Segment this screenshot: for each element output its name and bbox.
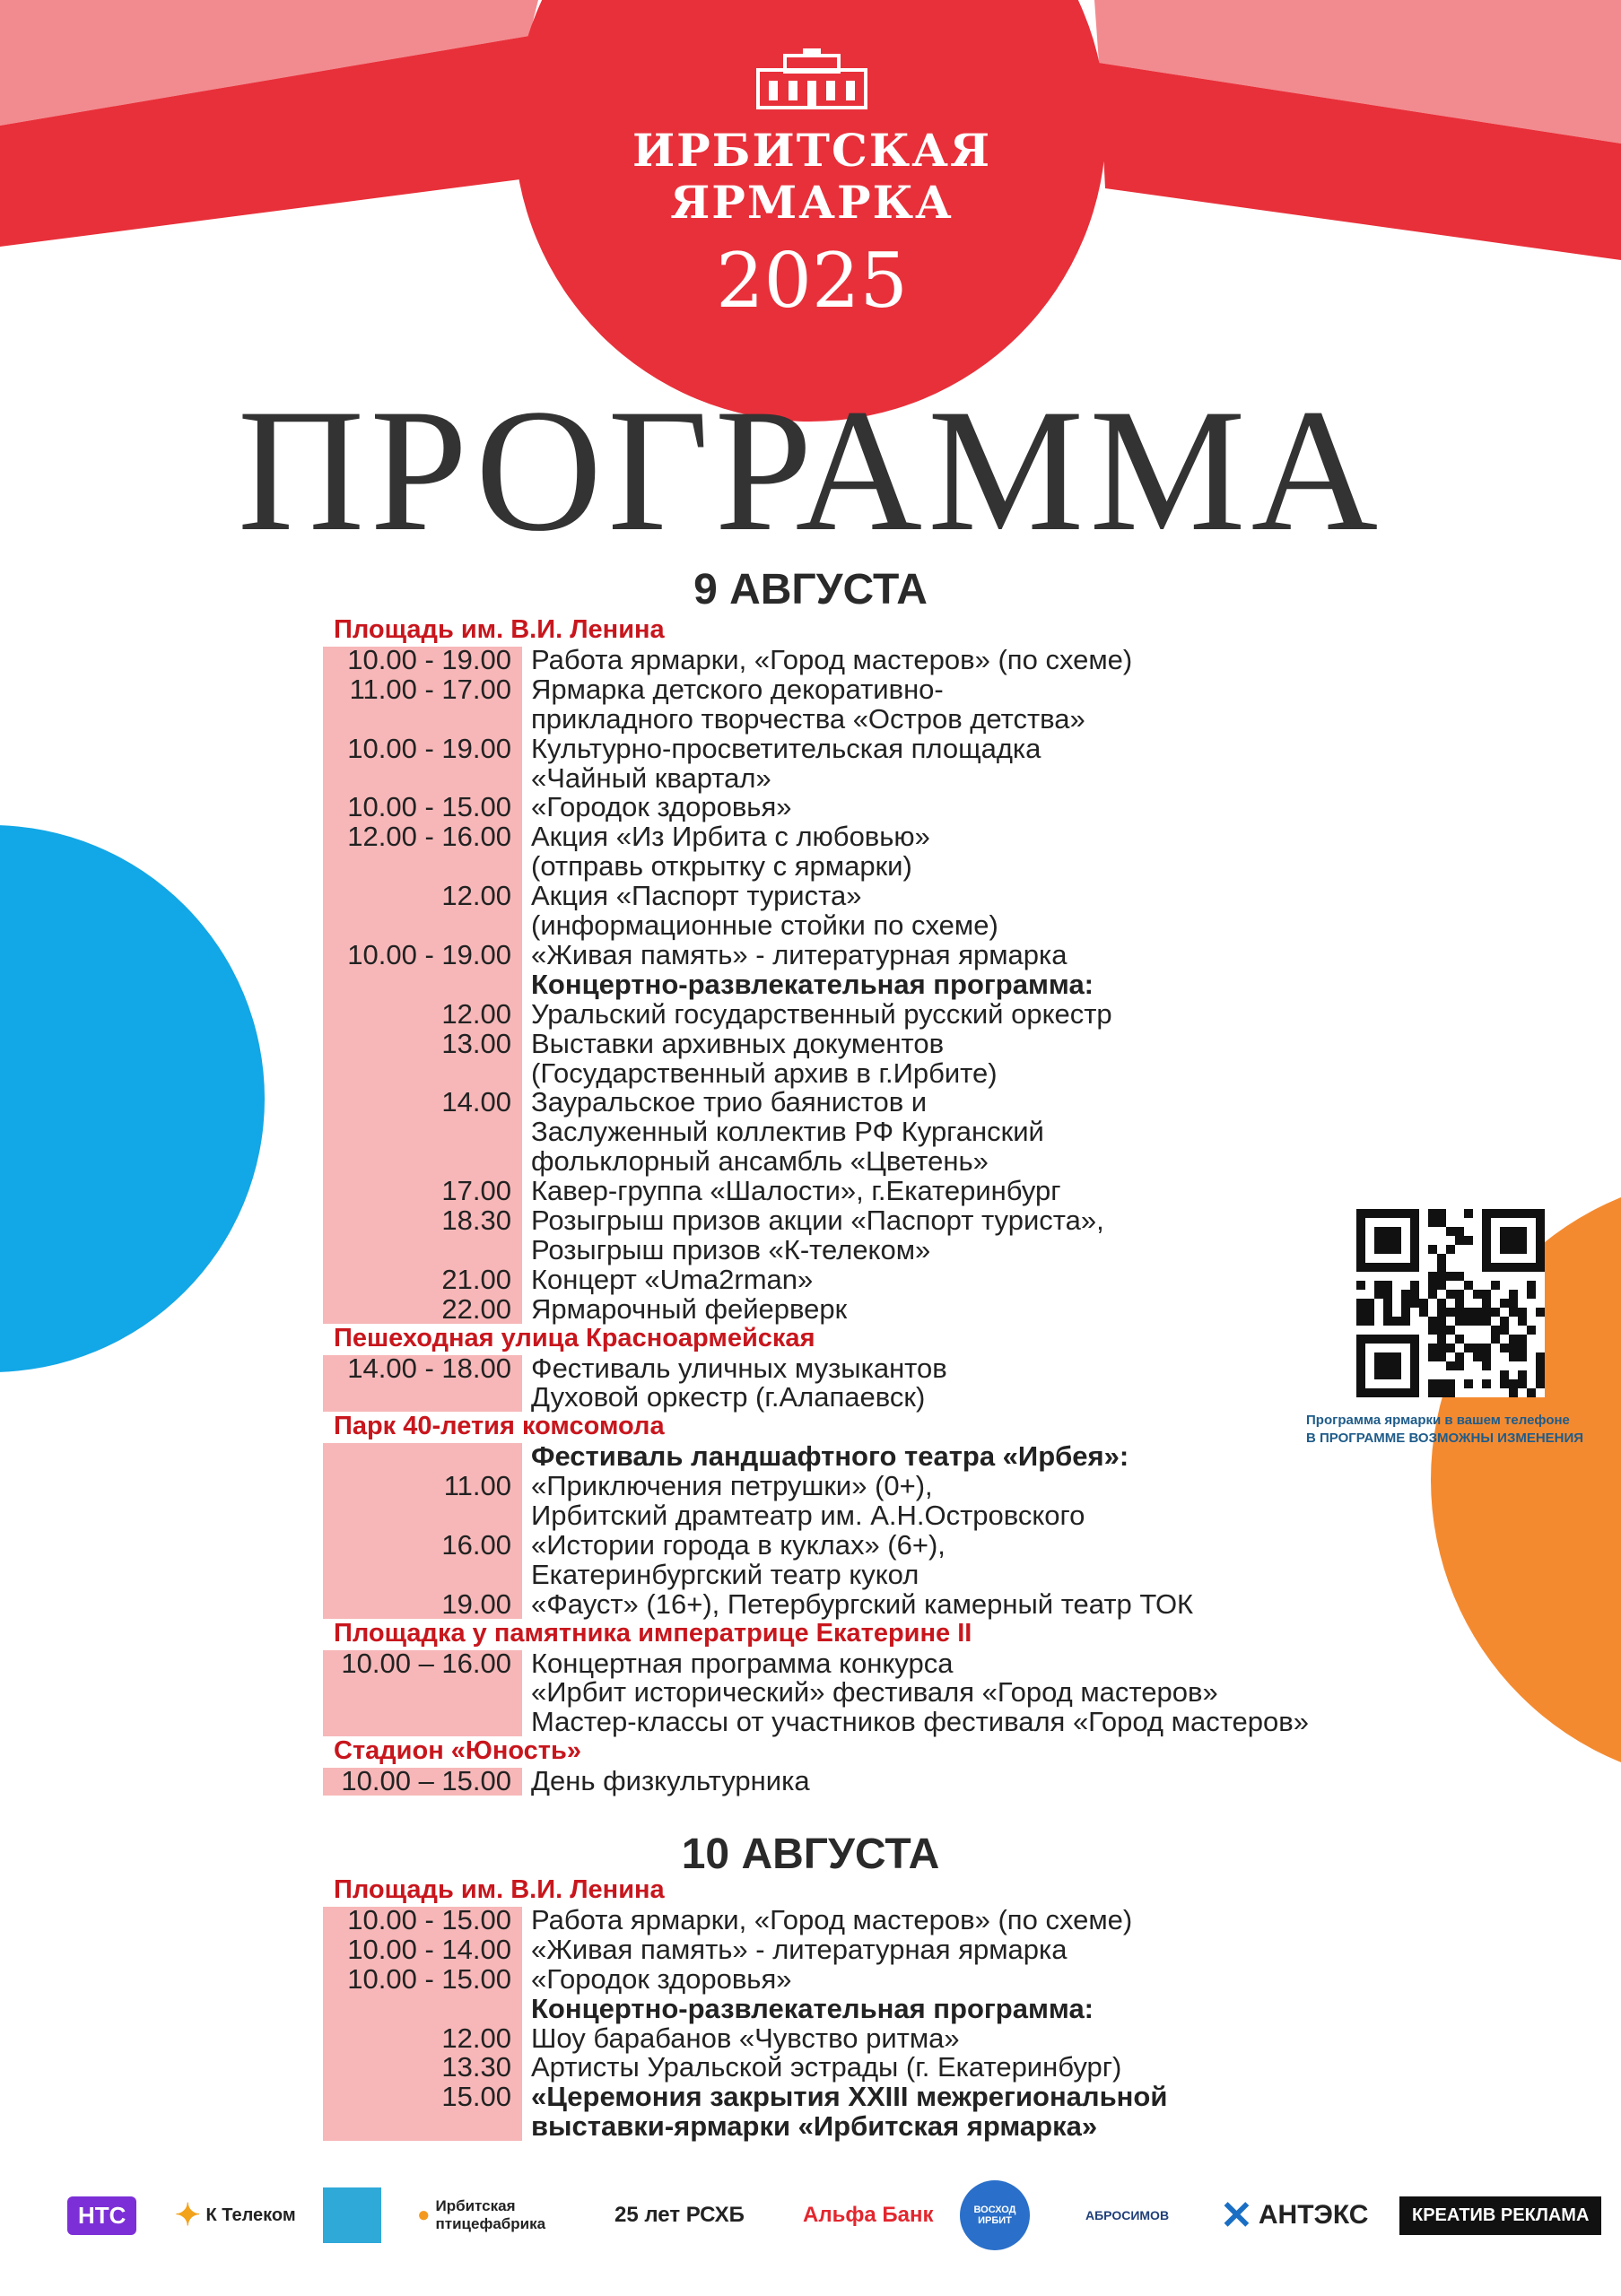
event-description: Мастер-классы от участников фестиваля «Город мастеров» [531,1706,1309,1738]
schedule-row [323,1029,944,1058]
schedule-row [323,1176,1061,1205]
event-time: 10.00 - 15.00 [347,791,511,823]
schedule-row [323,1935,1068,1964]
event-description: выставки-ярмарки «Ирбитская ярмарка» [531,2110,1098,2143]
schedule-row [323,1500,1085,1530]
event-description: «Чайный квартал» [531,761,771,794]
schedule-row [323,674,944,704]
event-description: Кавер-группа «Шалости», г.Екатеринбург [531,1175,1061,1207]
event-time: 12.00 [441,880,511,912]
logo [520,36,1103,341]
schedule-row [323,1353,947,1383]
event-description: Концертная программа конкурса [531,1647,954,1679]
event-description: Фестиваль ландшафтного театра «Ирбея»: [531,1440,1129,1473]
schedule-row [323,851,912,881]
day-heading: 10 АВГУСТА [681,1831,940,1878]
venue-title: Площадка у памятника императрице Екатерине II [334,1618,972,1648]
schedule-row [323,1677,1218,1707]
qr-caption [1306,1412,1583,1448]
sponsor-rshb-logo: 25 лет РСХБ [614,2203,745,2227]
event-time: 11.00 - 17.00 [349,673,511,705]
event-time: 19.00 [441,1587,511,1620]
venue-title: Пешеходная улица Красноармейская [334,1323,815,1352]
sponsor-poultry-logo: ● Ирбитская птицефабрика [417,2197,546,2232]
sponsor-logos [54,2179,1590,2251]
event-time: 17.00 [441,1175,511,1207]
schedule-row [323,2052,1121,2082]
event-description: «Истории города в куклах» (6+), [531,1528,946,1561]
event-description: (Государственный архив в г.Ирбите) [531,1057,998,1089]
event-time: 10.00 - 14.00 [347,1933,511,1965]
sponsor-alfabank-logo: Альфа Банк [803,2203,934,2227]
event-time: 12.00 [441,2022,511,2054]
event-time: 11.00 [443,1470,511,1502]
logo-line-1: ИРБИТСКАЯ [632,124,992,177]
event-description: «Приключения петрушки» (0+), [531,1470,933,1502]
page-title: ПРОГРАММА [237,373,1384,568]
venue-title: Стадион «Юность» [334,1736,581,1766]
schedule-row [323,970,1094,999]
schedule-row [323,910,998,940]
event-time: 15.00 [441,2081,511,2113]
schedule-row [323,1441,1129,1471]
event-description: Выставки архивных документов [531,1027,945,1059]
event-description: Концерт «Uma2rman» [531,1263,814,1295]
event-description: Культурно-просветительская площадка [531,732,1041,764]
event-description: «Ирбит исторический» фестиваля «Город мастеров» [531,1676,1218,1709]
schedule-row [323,1265,813,1294]
fair-building-icon [749,48,875,111]
qr-code[interactable] [1356,1209,1545,1397]
event-description: Ярмарка детского декоративно- [531,673,944,705]
event-description: (отправь открытку с ярмарки) [531,850,912,883]
event-time: 18.30 [441,1205,511,1236]
event-time: 13.30 [441,2051,511,2083]
schedule-row [323,1117,1044,1146]
event-time: 14.00 [441,1086,511,1118]
event-time: 10.00 – 16.00 [341,1647,511,1679]
event-time: 10.00 - 15.00 [347,1962,511,1995]
event-time: 10.00 – 15.00 [341,1765,511,1797]
event-time: 21.00 [441,1263,511,1295]
event-time: 12.00 [441,997,511,1030]
schedule-row [323,1382,925,1412]
schedule-row [323,1471,933,1500]
schedule-row [323,1589,1193,1619]
event-description: Артисты Уральской эстрады (г. Екатеринбург) [531,2051,1122,2083]
event-description: «Городок здоровья» [531,1962,792,1995]
schedule-row [323,1530,946,1560]
schedule-row [323,1964,792,1994]
event-description: Концертно-развлекательная программа: [531,968,1094,1000]
schedule-row [323,1205,1104,1235]
sponsor-nts-logo: НТС [67,2179,136,2251]
schedule-row [323,1146,989,1176]
schedule-row [323,1560,919,1589]
schedule-row [323,881,861,910]
event-time: 10.00 - 15.00 [347,1903,511,1935]
day-heading: 9 АВГУСТА [693,566,928,613]
schedule-row [323,1905,1132,1935]
schedule-row [323,1766,810,1796]
sponsor-fund-logo [323,2179,381,2251]
schedule-row [323,1294,847,1324]
qr-caption-line1: Программа ярмарки в вашем телефоне [1306,1413,1570,1428]
event-description: Акция «Паспорт туриста» [531,880,862,912]
event-description: (информационные стойки по схеме) [531,909,998,941]
schedule-row [323,999,1112,1029]
event-description: Акция «Из Ирбита с любовью» [531,821,930,853]
logo-year: 2025 [716,237,908,325]
event-time: 13.00 [441,1027,511,1059]
venue-title: Площадь им. В.И. Ленина [334,1875,665,1904]
schedule-row [323,1707,1309,1736]
event-description: Зауральское трио баянистов и [531,1086,928,1118]
venue-title: Площадь им. В.И. Ленина [334,615,665,644]
event-description: Розыгрыш призов акции «Паспорт туриста», [531,1205,1104,1236]
schedule-row [323,822,930,851]
schedule-row [323,704,1085,734]
venue-title: Парк 40-летия комсомола [334,1412,665,1441]
event-time: 14.00 - 18.00 [347,1352,511,1384]
event-time: 10.00 - 19.00 [347,643,511,675]
event-description: Духовой оркестр (г.Алапаевск) [531,1381,926,1413]
event-time: 16.00 [441,1528,511,1561]
event-description: «Живая память» - литературная ярмарка [531,938,1068,970]
event-description: «Фауст» (16+), Петербургский камерный театр ТОК [531,1587,1194,1620]
sponsor-voskhod-logo: ВОСХОД ИРБИТ [960,2179,1030,2251]
event-description: Шоу барабанов «Чувство ритма» [531,2022,960,2054]
event-description: Розыгрыш призов «К-телеком» [531,1233,931,1265]
sponsor-abrosimov-logo: АБРОСИМОВ [1085,2208,1170,2222]
event-description: Работа ярмарки, «Город мастеров» (по схеме) [531,1903,1133,1935]
blue-circle [0,825,265,1372]
schedule-row [323,1087,927,1117]
logo-line-2: ЯРМАРКА [670,176,954,229]
schedule-row [323,1994,1094,2023]
schedule-row [323,1648,953,1678]
event-description: Ирбитский драмтеатр им. А.Н.Островского [531,1500,1085,1531]
event-description: «Церемония закрытия XXIII межрегиональной [531,2081,1168,2113]
schedule-row [323,2082,1167,2111]
schedule-row [323,1235,930,1265]
sponsor-ktelecom-logo: ✦ К Телеком [175,2198,296,2232]
event-description: День физкультурника [531,1765,810,1797]
event-description: «Городок здоровья» [531,791,792,823]
schedule-row [323,763,771,793]
event-description: «Живая память» - литературная ярмарка [531,1933,1068,1965]
schedule-row [323,940,1068,970]
event-time: 12.00 - 16.00 [347,821,511,853]
event-description: Ярмарочный фейерверк [531,1292,848,1325]
schedule-row [323,645,1132,674]
event-time: 10.00 - 19.00 [347,732,511,764]
event-description: Работа ярмарки, «Город мастеров» (по схеме) [531,643,1133,675]
qr-caption-line2: В ПРОГРАММЕ ВОЗМОЖНЫ ИЗМЕНЕНИЯ [1306,1431,1584,1446]
sponsor-anteks-logo: ✕ АНТЭКС [1220,2193,1369,2238]
schedule-row [323,734,1041,763]
schedule-row [323,2023,960,2053]
schedule-row [323,2111,1097,2141]
event-description: прикладного творчества «Остров детства» [531,702,1085,735]
event-description: Екатеринбургский театр кукол [531,1558,919,1590]
event-description: Уральский государственный русский оркестр [531,997,1112,1030]
event-description: фольклорный ансамбль «Цветень» [531,1145,989,1178]
schedule-row [323,792,792,822]
event-description: Концертно-развлекательная программа: [531,1992,1094,2024]
event-time: 10.00 - 19.00 [347,938,511,970]
event-time: 22.00 [441,1292,511,1325]
event-description: Заслуженный коллектив РФ Курганский [531,1116,1044,1148]
event-description: Фестиваль уличных музыкантов [531,1352,947,1384]
sponsor-kreativ-logo: КРЕАТИВ РЕКЛАМА [1399,2179,1601,2251]
schedule-row [323,1058,998,1088]
